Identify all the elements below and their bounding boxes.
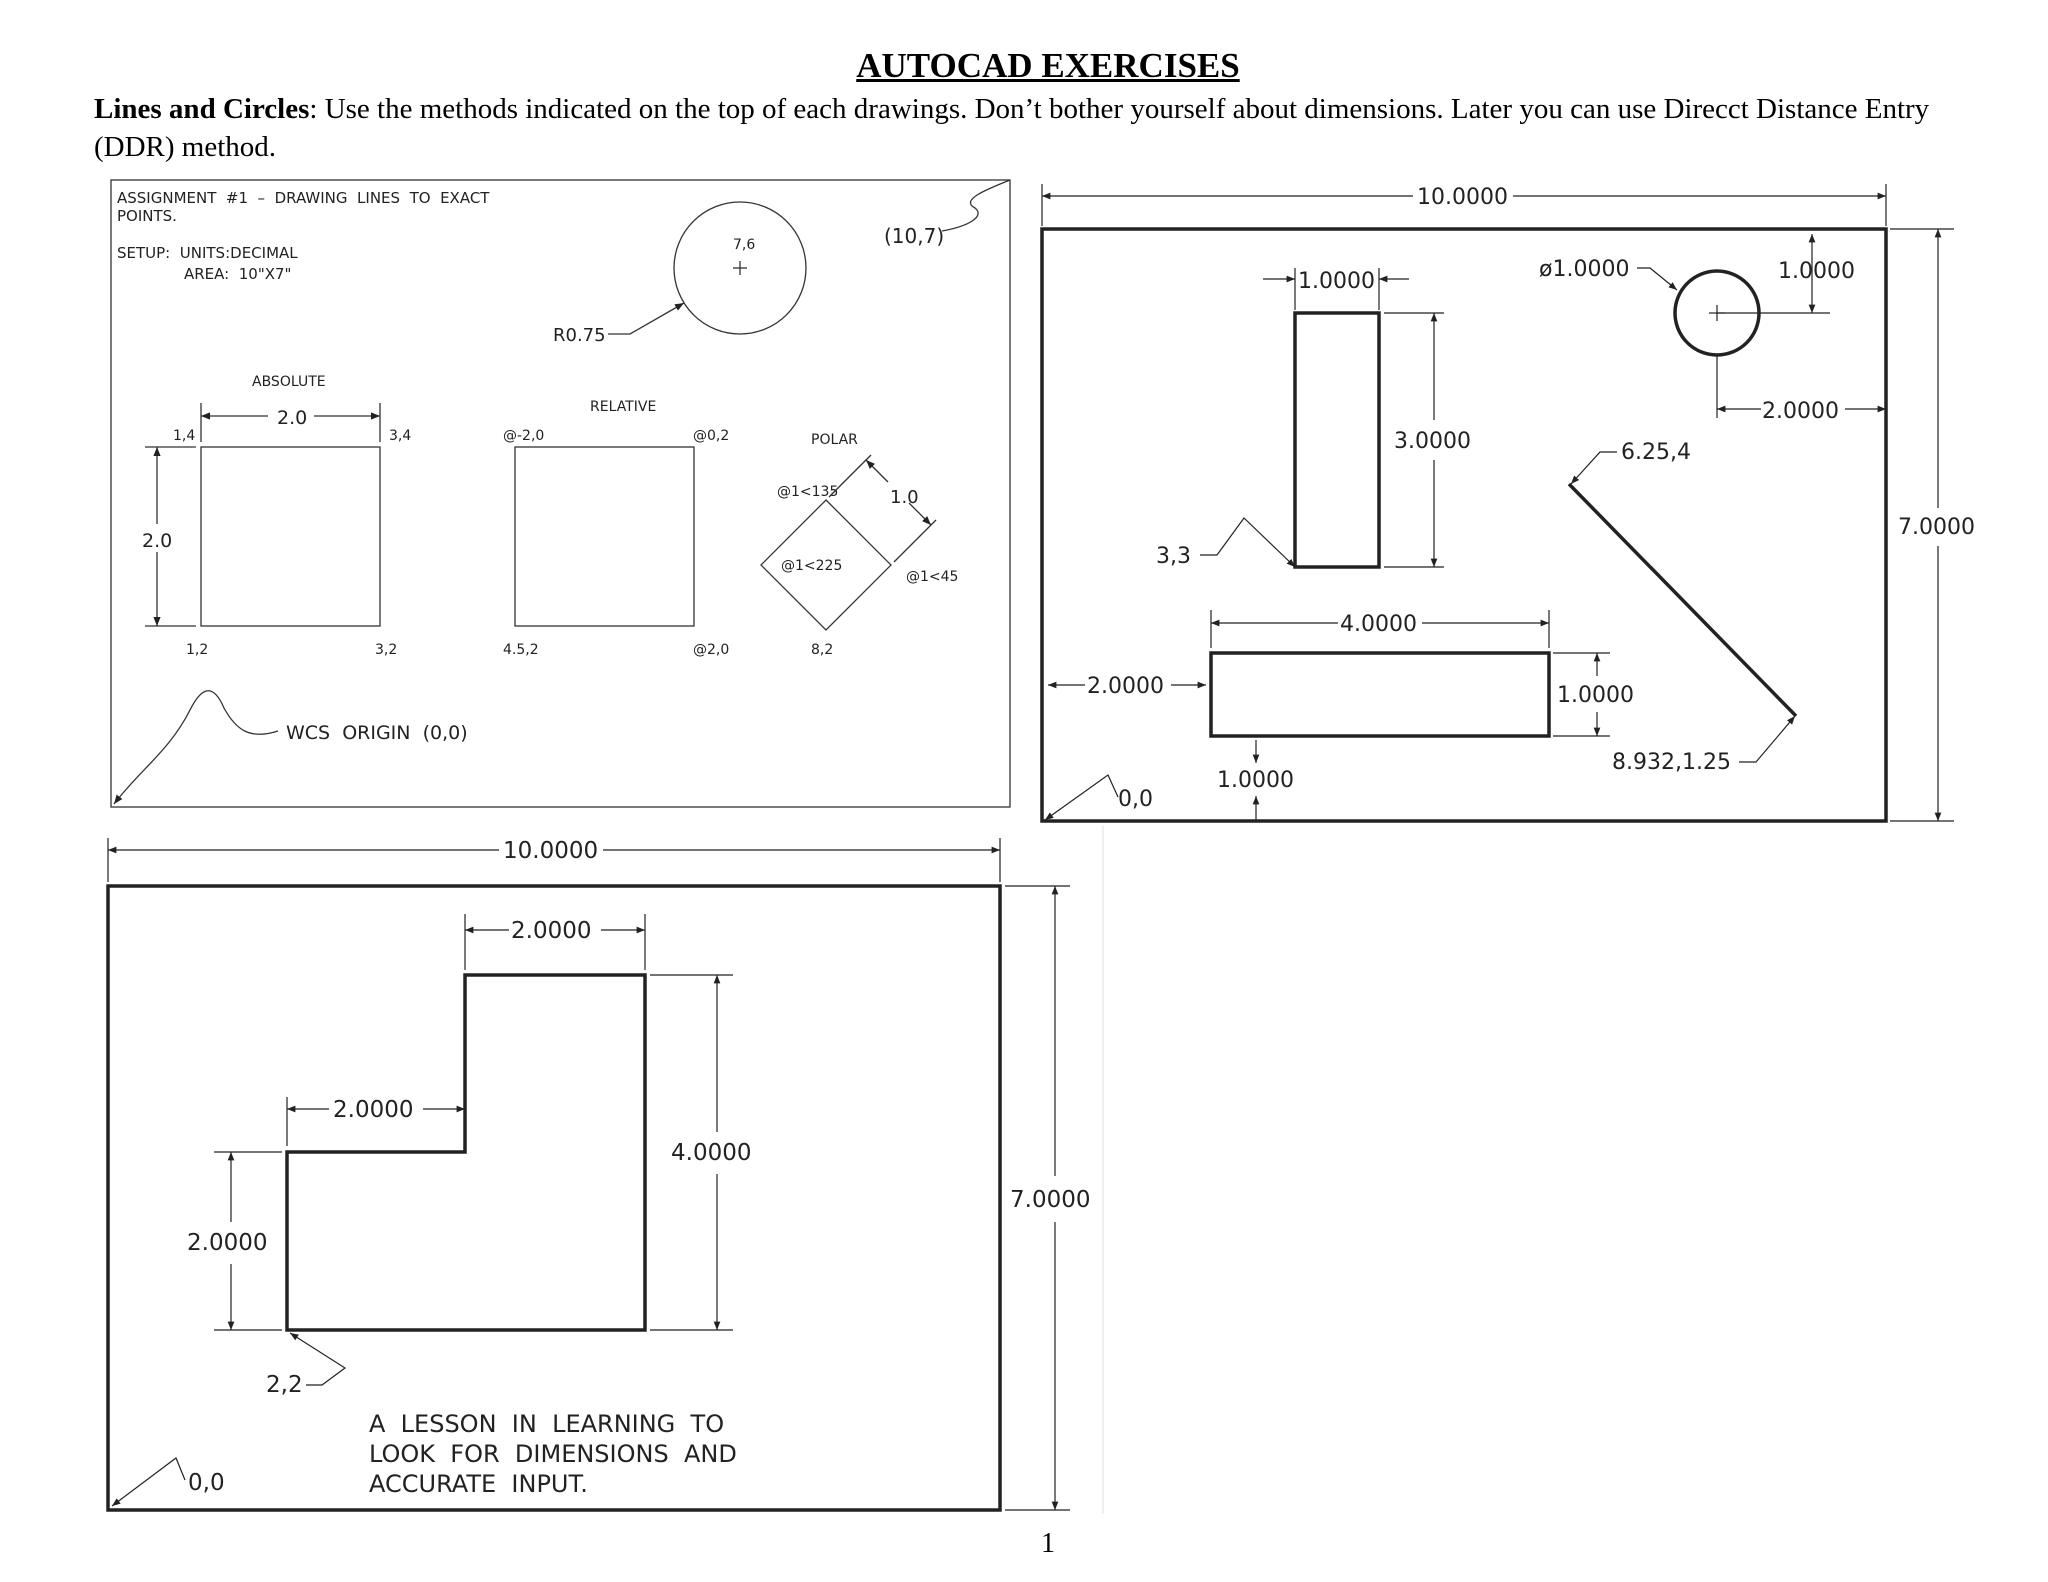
d2-hrect-bottom: 1.0000 [1217,768,1294,793]
d3-top-width: 10.0000 [503,838,599,864]
assignment-labels [117,189,958,744]
absolute-height-label: 2.0 [142,530,173,552]
setup-line-2: AREA: 10"X7" [184,265,292,283]
d3-left-height: 2.0000 [187,1230,268,1256]
abs-point-1-4: 1,4 [173,428,196,444]
origin-arrow-2 [1045,775,1118,820]
relative-square [515,447,694,626]
d2-line-start: 6.25,4 [1621,440,1691,465]
d3-note-line-1: A LESSON IN LEARNING TO [369,1410,725,1438]
polar-length-label: 1.0 [890,487,919,508]
d2-rect-height: 3.0000 [1394,429,1471,454]
rel-point-bl: 4.5,2 [503,642,539,658]
origin-label: WCS ORIGIN (0,0) [286,722,468,744]
d3-note-line-2: LOOK FOR DIMENSIONS AND [369,1440,737,1468]
d2-rect-width: 1.0000 [1298,269,1375,294]
abs-point-1-2: 1,2 [186,642,209,658]
d2-hrect-width: 4.0000 [1340,612,1417,637]
page-number: 1 [1041,1528,1055,1559]
abs-point-3-4: 3,4 [389,428,412,444]
circle-center-label: 7,6 [733,237,756,253]
d2-origin: 0,0 [1118,787,1153,812]
d3-mid-step: 2.0000 [333,1097,414,1123]
d2-rect-point: 3,3 [1156,544,1191,569]
d2-hrect-left: 2.0000 [1087,674,1164,699]
polar-45-label: @1<45 [906,569,959,585]
relative-title: RELATIVE [590,399,657,415]
absolute-title: ABSOLUTE [252,374,326,390]
assignment-heading-2: POINTS. [117,207,177,225]
diagonal-line [1569,484,1796,716]
absolute-square [201,447,380,626]
polar-225-label: @1<225 [781,558,843,574]
line-end-leader [1739,716,1795,762]
origin-arrow-3 [112,1458,185,1506]
origin-squiggle [114,691,278,804]
absolute-width-label: 2.0 [277,407,308,429]
l-shape [287,975,645,1330]
vertical-rect [1295,313,1379,567]
d2-top-width: 10.0000 [1417,185,1508,210]
radius-leader [608,303,684,334]
d2-circle-dia: ø1.0000 [1539,257,1630,282]
d2-circle-right: 2.0000 [1762,399,1839,424]
corner-label: (10,7) [884,224,945,248]
rel-point-br: @2,0 [693,642,730,658]
drawing-2-labels [1087,185,1975,812]
radius-label: R0.75 [553,325,606,346]
line-start-leader [1571,452,1617,484]
drawing-3-labels [187,838,1090,1498]
intro-bold: Lines and Circles [94,93,310,125]
d2-line-end: 8.932,1.25 [1612,750,1731,775]
horizontal-rect [1211,653,1549,736]
d3-start-point: 2,2 [266,1372,303,1398]
assignment-heading-1: ASSIGNMENT #1 – DRAWING LINES TO EXACT [117,189,490,207]
d3-origin: 0,0 [188,1470,225,1496]
d2-hrect-height: 1.0000 [1557,683,1634,708]
abs-point-3-2: 3,2 [375,642,398,658]
setup-line-1: SETUP: UNITS:DECIMAL [117,244,298,262]
polar-title: POLAR [811,432,858,448]
d3-right-height: 7.0000 [1010,1187,1091,1213]
rel-point-tr: @0,2 [693,428,730,444]
d3-note-line-3: ACCURATE INPUT. [369,1470,588,1498]
d3-right-step-height: 4.0000 [671,1140,752,1166]
polar-135-label: @1<135 [777,484,839,500]
intro-text: : Use the methods indicated on the top of each drawings. Don’t bother yourself about dimensions. Later you can use Direcct Distance Entry (DDR) method. [94,93,1930,163]
d3-top-step: 2.0000 [511,918,592,944]
corner-squiggle [942,180,1010,231]
rel-point-tl: @-2,0 [503,428,545,444]
d2-right-height: 7.0000 [1898,515,1975,540]
page-title: AUTOCAD EXERCISES [856,46,1240,85]
polar-start-label: 8,2 [811,642,834,658]
diameter-leader [1637,268,1677,290]
d2-circle-top: 1.0000 [1778,259,1855,284]
point-3-3-leader [1200,518,1295,567]
